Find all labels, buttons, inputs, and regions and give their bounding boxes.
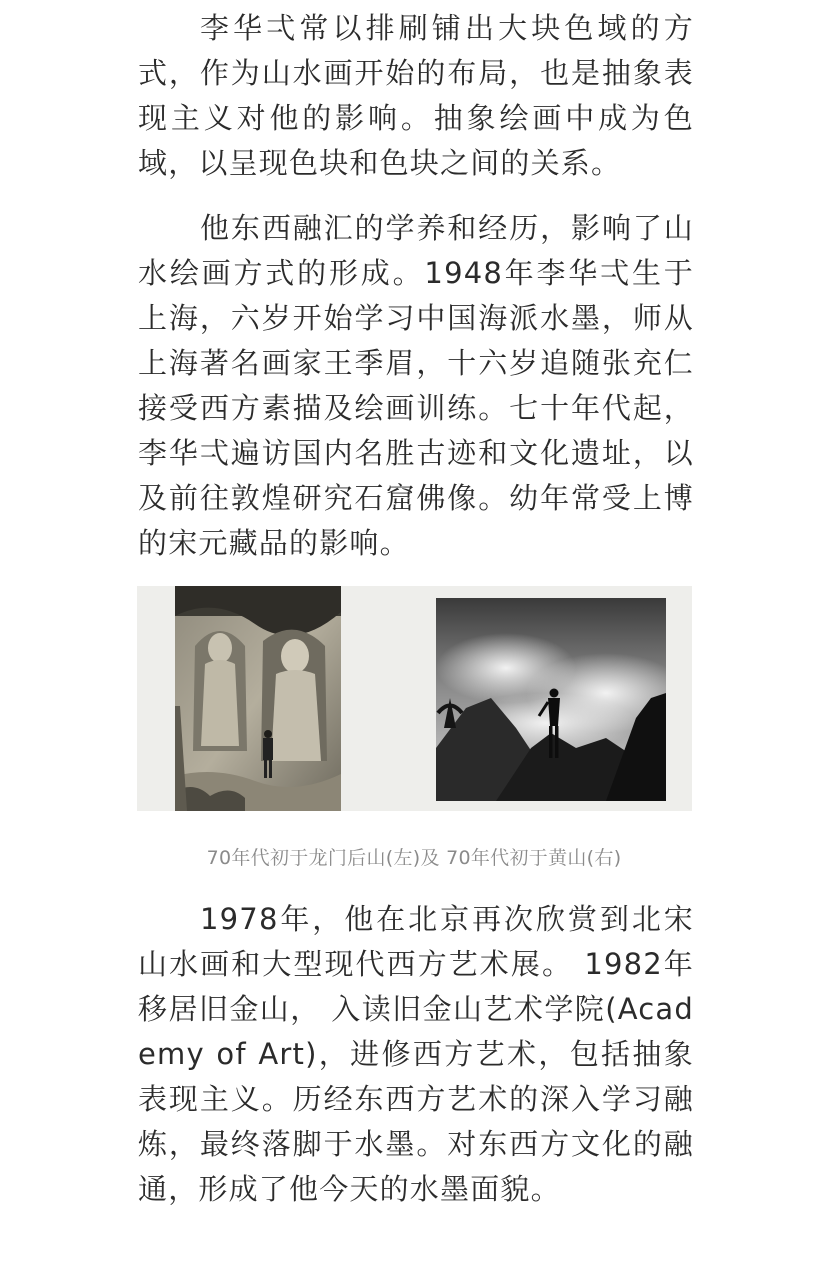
photo-huangshan [436, 598, 666, 801]
photo-longmen-grottoes [175, 586, 341, 811]
paragraph: 李华弌常以排刷铺出大块色域的方式，作为山水画开始的布局，也是抽象表现主义对他的影响。抽象绘画中成为色域，以呈现色块和色块之间的关系。 [138, 11, 694, 180]
photo-figure [137, 586, 692, 811]
figure-caption: 70年代初于龙门后山(左)及 70年代初于黄山(右) [206, 847, 622, 869]
paragraph: 他东西融汇的学养和经历，影响了山水绘画方式的形成。1948年李华弌生于上海，六岁开始学习中国海派水墨，师从上海著名画家王季眉，十六岁追随张充仁接受西方素描及绘画训练。七十年代起，李华弌遍访国内名胜古迹和文化遗址，以及前往敦煌研究石窟佛像。幼年常受上博的宋元藏品的影响。 [138, 211, 694, 560]
paragraph: 1978年，他在北京再次欣赏到北宋山水画和大型现代西方艺术展。 1982年移居旧金山， 入读旧金山艺术学院(Academy of Art)，进修西方艺术，包括抽象表现主义。历经东西方艺术的深入学习融炼，最终落脚于水墨。对东西方文化的融通，形成了他今天的水墨面貌。 [138, 902, 694, 1206]
